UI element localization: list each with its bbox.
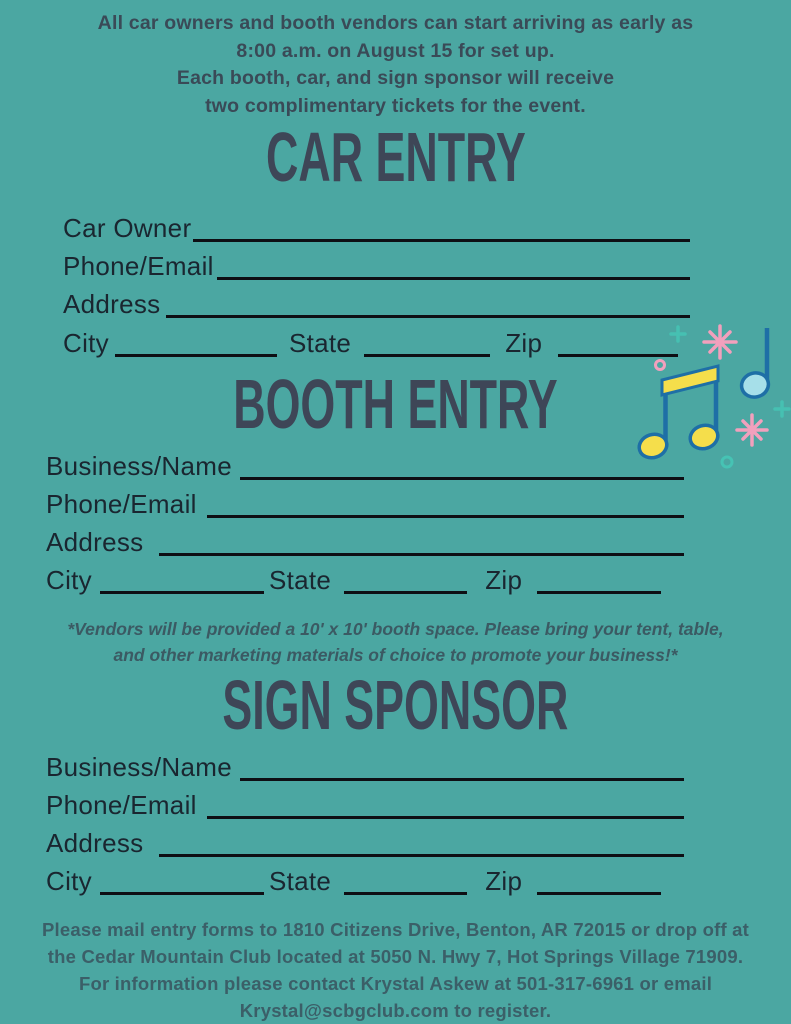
footer-text (0, 916, 791, 1024)
car-owner-blank-line (193, 239, 690, 242)
zip-label: Zip (505, 328, 543, 358)
phone-email-blank-line (207, 816, 684, 819)
state-label: State (268, 565, 332, 595)
sparkle-icon (704, 326, 736, 358)
booth-business-row (46, 452, 684, 480)
business-name-blank-line (240, 778, 684, 781)
sign-city-state-zip-row (46, 867, 661, 895)
address-blank-line (166, 315, 690, 318)
booth-phone-email-row (46, 490, 684, 518)
booth-city-state-zip-row (46, 566, 661, 594)
address-label: Address (46, 527, 144, 557)
dot-circle-icon (656, 361, 665, 370)
state-blank-line (364, 354, 490, 357)
car-entry-heading: CAR ENTRY (265, 118, 526, 196)
vendor-note-line: and other marketing materials of choice to promote your business!* (113, 644, 678, 665)
city-blank-line (100, 591, 264, 594)
state-blank-line (344, 892, 467, 895)
intro-line: two complimentary tickets for the event. (205, 94, 586, 117)
phone-email-label: Phone/Email (46, 489, 197, 519)
address-blank-line (159, 854, 684, 857)
phone-email-label: Phone/Email (46, 790, 197, 820)
city-blank-line (115, 354, 277, 357)
city-label: City (63, 328, 109, 358)
state-label: State (288, 328, 352, 358)
sign-sponsor-heading: SIGN SPONSOR (222, 666, 569, 744)
vendor-note-line: *Vendors will be provided a 10' x 10' booth space. Please bring your tent, table, (67, 619, 724, 639)
address-label: Address (46, 828, 144, 858)
plus-icon (671, 327, 685, 341)
zip-blank-line (537, 591, 661, 594)
city-label: City (46, 866, 92, 896)
quarter-note-icon (739, 328, 771, 400)
intro-line: Each booth, car, and sign sponsor will receive (176, 67, 615, 89)
footer-line: Krystal@scbgclub.com to register. (239, 1000, 552, 1021)
footer-line: the Cedar Mountain Club located at 5050 N. Hwy 7, Hot Springs Village 71909. (47, 946, 744, 967)
phone-email-blank-line (217, 277, 690, 280)
vendor-note (0, 617, 791, 668)
car-address-row (63, 290, 690, 318)
car-phone-email-row (63, 252, 690, 280)
business-name-label: Business/Name (46, 752, 232, 782)
sign-phone-email-row (46, 791, 684, 819)
address-blank-line (159, 553, 684, 556)
sign-business-row (46, 753, 684, 781)
plus-icon (775, 402, 789, 416)
booth-address-row (46, 528, 684, 556)
intro-line: All car owners and booth vendors can start arriving as early as (97, 12, 694, 34)
address-label: Address (63, 289, 161, 319)
dot-circle-icon (722, 457, 732, 467)
sign-address-row (46, 829, 684, 857)
car-city-state-zip-row (63, 329, 678, 357)
business-name-blank-line (240, 477, 684, 480)
city-label: City (46, 565, 92, 595)
footer-line: For information please contact Krystal Askew at 501-317-6961 or email (78, 973, 713, 994)
zip-label: Zip (485, 565, 523, 595)
music-decoration (626, 318, 791, 478)
car-owner-label: Car Owner (63, 213, 192, 243)
state-blank-line (344, 591, 467, 594)
zip-blank-line (537, 892, 661, 895)
intro-text (0, 10, 791, 120)
footer-line: Please mail entry forms to 1810 Citizens Drive, Benton, AR 72015 or drop off at (41, 919, 749, 940)
phone-email-label: Phone/Email (63, 251, 214, 281)
phone-email-blank-line (207, 515, 684, 518)
state-label: State (268, 866, 332, 896)
booth-entry-heading: BOOTH ENTRY (233, 365, 558, 443)
business-name-label: Business/Name (46, 451, 232, 481)
city-blank-line (100, 892, 264, 895)
intro-line: 8:00 a.m. on August 15 for set up. (236, 39, 555, 62)
beamed-eighth-notes-icon (636, 366, 721, 461)
sparkle-icon (737, 415, 767, 445)
car-owner-row (63, 214, 690, 242)
zip-label: Zip (485, 866, 523, 896)
